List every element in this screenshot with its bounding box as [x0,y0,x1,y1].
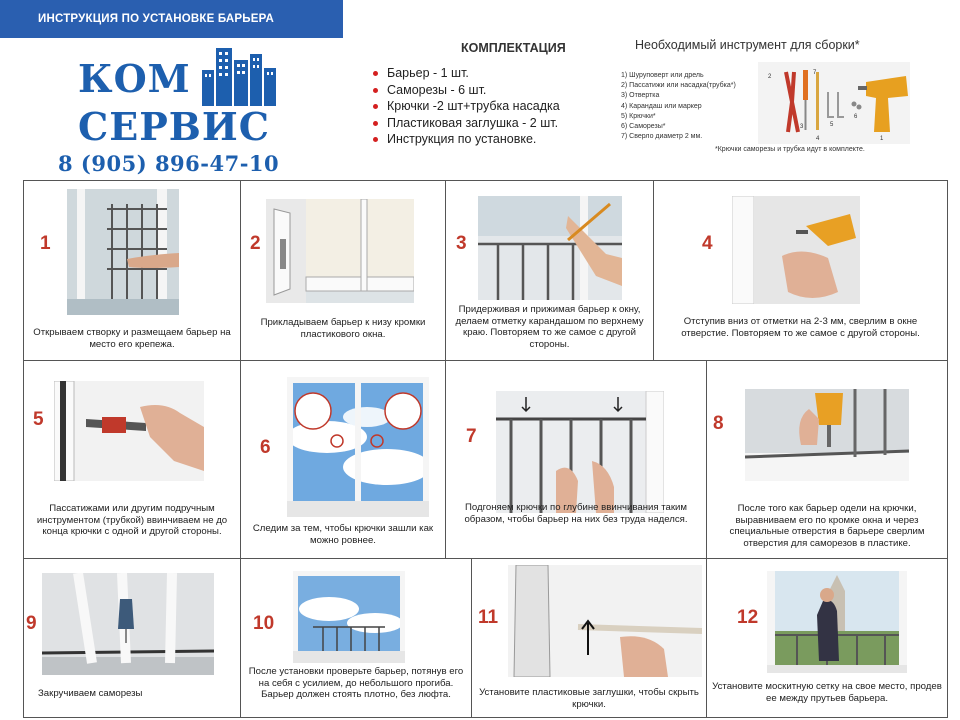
step-photo [287,377,429,517]
step-caption: Следим за тем, чтобы крючки зашли как можно ровнее. [252,523,434,546]
tools-list [621,72,736,143]
step-number: 3 [456,233,467,254]
step-cell-6 [240,360,446,559]
step-photo [767,571,907,673]
tool-photo-number: 4 [816,136,820,142]
company-logo [78,46,278,156]
kit-item: Саморезы - 6 шт. [373,83,560,100]
step-cell-12 [706,558,948,718]
step-number: 8 [713,413,724,434]
step-cell-3 [445,180,654,361]
tools-note: *Крючки саморезы и трубка идут в комплекте. [715,146,865,153]
step-cell-9 [23,558,241,718]
phone-number[interactable]: 8 (905) 896-47-10 [58,151,280,176]
step-photo [42,573,214,675]
tool-item: 4) Карандаш или маркер [621,102,702,110]
step-number: 5 [33,409,44,430]
step-photo [67,189,179,315]
step-photo [508,565,702,677]
kit-item: Барьер - 1 шт. [373,66,560,83]
step-number: 11 [478,607,499,628]
tool-item: 2) Пассатижи или насадка(трубка*) [621,82,736,90]
banner-title: ИНСТРУКЦИЯ ПО УСТАНОВКЕ БАРЬЕРА [38,13,274,25]
logo-text-kom: КОМ [78,56,191,101]
step-number: 1 [40,233,51,254]
step-photo [732,196,860,304]
buildings-icon [188,46,278,106]
step-cell-10 [240,558,472,718]
step-photo [478,196,622,300]
tool-photo-number: 7 [813,70,817,76]
tool-item: 6) Саморезы* [621,122,666,130]
tool-item: 1) Шуруповерт или дрель [621,72,704,79]
step-caption: Открываем створку и размещаем барьер на место его крепежа. [33,327,231,350]
step-number: 10 [253,613,275,634]
tool-photo-number: 1 [880,136,884,142]
header-banner [0,0,343,38]
step-photo [496,391,664,513]
tool-photo-number: 6 [854,114,858,120]
kit-item: Инструкция по установке. [373,132,560,149]
step-caption: Придерживая и прижимая барьер к окну, делаем отметку карандашом по верхнему краю. Повторяем то же самое с другой стороны. [455,304,644,350]
logo-text-servis: СЕРВИС [78,104,271,149]
tool-item: 3) Отвертка [621,92,660,100]
step-number: 2 [250,233,261,254]
step-photo [293,571,405,663]
step-caption: Прикладываем барьер к низу кромки пластикового окна. [260,317,426,340]
step-caption: Отступив вниз от отметки на 2-3 мм, сверлим в окне отверстие. Повторяем то же самое с другой стороны. [681,316,920,339]
step-caption: Подгоняем крючки по глубине ввинчивания таким образом, чтобы барьер на них без труда наделся. [464,502,688,525]
tool-photo-number: 2 [768,74,772,80]
tools-title: Необходимый инструмент для сборки* [635,38,860,52]
kit-item: Крючки -2 шт+трубка насадка [373,99,560,116]
step-cell-4 [653,180,948,361]
tools-photo [758,62,910,144]
step-caption: После того как барьер одели на крючки, выравниваем его по кромке окна и через специальные отверстия в барьере сверлим отверстия для саморезов в пластике. [729,503,925,549]
step-caption: Установите москитную сетку на свое место, продев ее между прутьев барьера. [712,681,942,704]
step-caption: Пассатижами или другим подручным инструментом (трубкой) ввинчиваем не до конца крючки с одной и другой стороны. [36,503,228,537]
step-caption: Закручиваем саморезы [38,688,143,699]
kit-list [373,66,560,149]
step-number: 9 [26,613,37,634]
step-number: 6 [260,437,271,458]
tool-photo-number: 5 [830,122,834,128]
tool-item: 7) Сверло диаметр 2 мм. [621,133,703,141]
step-cell-8 [706,360,948,559]
step-photo [745,389,909,481]
step-caption: Установите пластиковые заглушки, чтобы скрыть крючки. [479,687,699,710]
step-caption: После установки проверьте барьер, потянув его на себя с усилием, до небольшого прогиба. Барьер должен стоять плотно, без люфта. [248,666,464,700]
kit-item: Пластиковая заглушка - 2 шт. [373,116,560,133]
step-photo [54,381,204,481]
step-cell-1 [23,180,241,361]
tool-photo-number: 3 [800,124,804,130]
step-cell-2 [240,180,446,361]
step-number: 4 [702,233,713,254]
step-number: 7 [466,426,477,447]
kit-title: КОМПЛЕКТАЦИЯ [461,41,566,55]
step-number: 12 [737,607,759,628]
step-cell-7 [445,360,707,559]
step-cell-5 [23,360,241,559]
step-photo [266,199,414,303]
step-cell-11 [471,558,707,718]
tool-item: 5) Крючки* [621,112,656,120]
